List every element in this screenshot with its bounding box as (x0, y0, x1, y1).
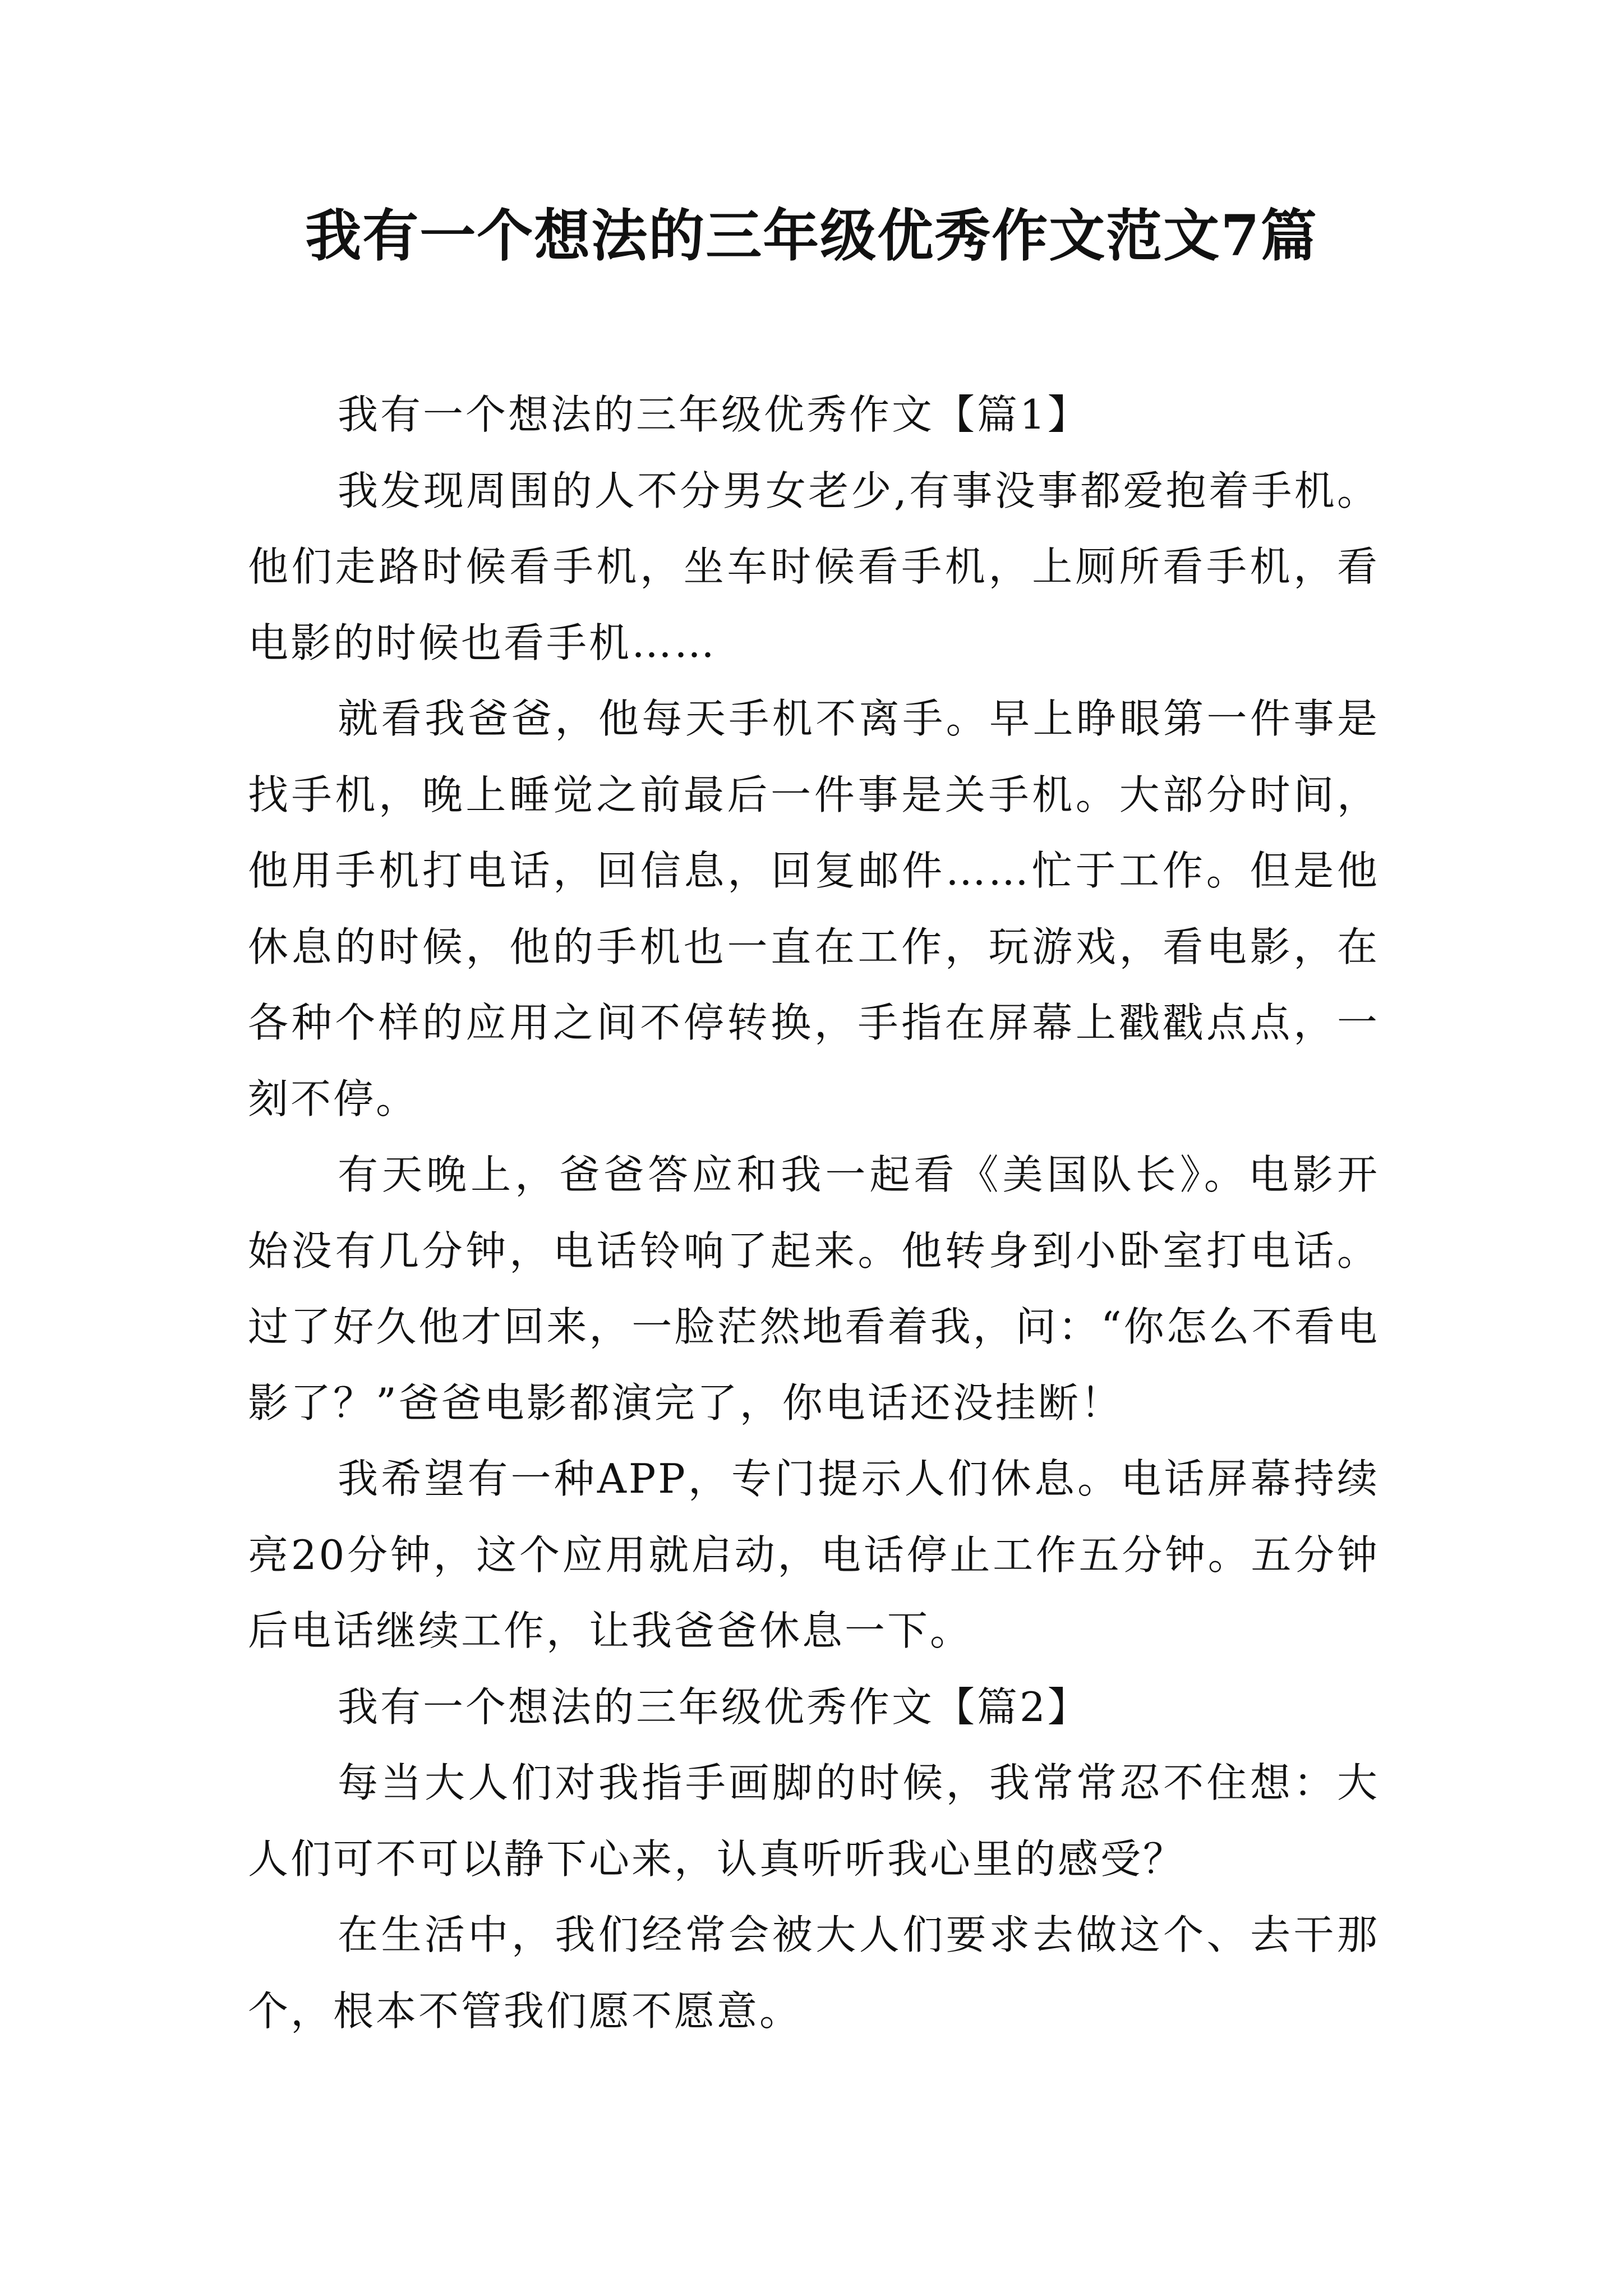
document-title: 我有一个想法的三年级优秀作文范文7篇 (305, 203, 1318, 269)
document-body (248, 377, 1380, 2049)
paragraph: 有天晚上，爸爸答应和我一起看《美国队长》。电影开始没有几分钟，电话铃响了起来。他转身到小卧室打电话。过了好久他才回来，一脸茫然地看着我，问：“你怎么不看电影了？”爸爸电影都演完了，你电话还没挂断！ (248, 1151, 1380, 1427)
paragraph: 在生活中，我们经常会被大人们要求去做这个、去干那个，根本不管我们愿不愿意。 (248, 1911, 1380, 2035)
section-heading-2: 我有一个想法的三年级优秀作文【篇2】 (338, 1683, 1090, 1731)
paragraph: 我希望有一种APP，专门提示人们休息。电话屏幕持续亮20分钟，这个应用就启动，电话停止工作五分钟。五分钟后电话继续工作，让我爸爸休息一下。 (248, 1455, 1380, 1654)
paragraph: 我发现周围的人不分男女老少,有事没事都爱抱着手机。他们走路时候看手机，坐车时候看手机，上厕所看手机，看电影的时候也看手机…… (248, 467, 1380, 666)
section-heading-1: 我有一个想法的三年级优秀作文【篇1】 (338, 391, 1090, 438)
paragraph: 就看我爸爸，他每天手机不离手。早上睁眼第一件事是找手机，晚上睡觉之前最后一件事是关手机。大部分时间，他用手机打电话，回信息，回复邮件……忙于工作。但是他休息的时候，他的手机也一直在工作，玩游戏，看电影，在各种个样的应用之间不停转换，手指在屏幕上戳戳点点，一刻不停。 (248, 695, 1380, 1122)
paragraph: 每当大人们对我指手画脚的时候，我常常忍不住想：大人们可不可以静下心来，认真听听我心里的感受？ (248, 1759, 1380, 1883)
